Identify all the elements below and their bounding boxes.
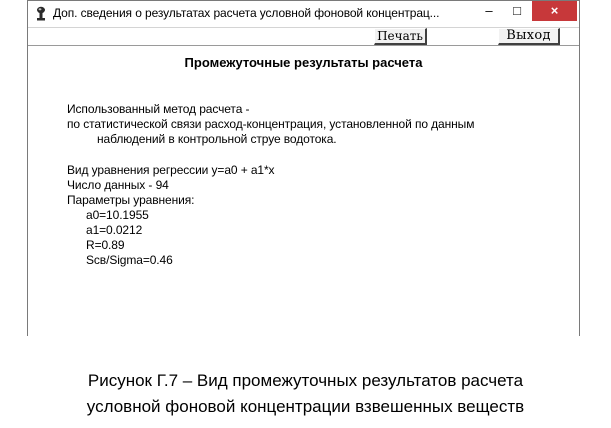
method-label: Использованный метод расчета - (67, 102, 250, 116)
report-heading: Промежуточные результаты расчета (184, 55, 423, 70)
figure-caption-line1: Рисунок Г.7 – Вид промежуточных результатов расчета (87, 371, 524, 390)
report-area (28, 45, 579, 337)
method-description: по статистической связи расход-концентрация, установленной по данным (67, 117, 475, 131)
print-button[interactable]: Печать (374, 28, 427, 45)
data-count: Число данных - 94 (67, 178, 169, 192)
param-scb-sigma: Scв/Sigma=0.46 (86, 253, 173, 267)
close-button[interactable]: × (532, 1, 577, 21)
exit-button[interactable]: Выход (498, 28, 560, 45)
params-label: Параметры уравнения: (67, 193, 195, 207)
app-icon (34, 6, 48, 22)
param-a1: a1=0.0212 (86, 223, 143, 237)
report-window (27, 0, 580, 336)
param-a0: a0=10.1955 (86, 208, 149, 222)
minimize-button[interactable]: – (485, 3, 493, 18)
maximize-button[interactable]: □ (513, 3, 521, 18)
figure-caption-line2: условной фоновой концентрации взвешенных веществ (86, 397, 525, 416)
title-bar[interactable] (28, 1, 579, 28)
regression-equation: Вид уравнения регрессии y=a0 + a1*x (67, 163, 275, 177)
method-description-cont: наблюдений в контрольной струе водотока. (97, 132, 337, 146)
param-r: R=0.89 (86, 238, 125, 252)
window-title: Доп. сведения о результатах расчета условной фоновой концентрац... (53, 6, 440, 20)
